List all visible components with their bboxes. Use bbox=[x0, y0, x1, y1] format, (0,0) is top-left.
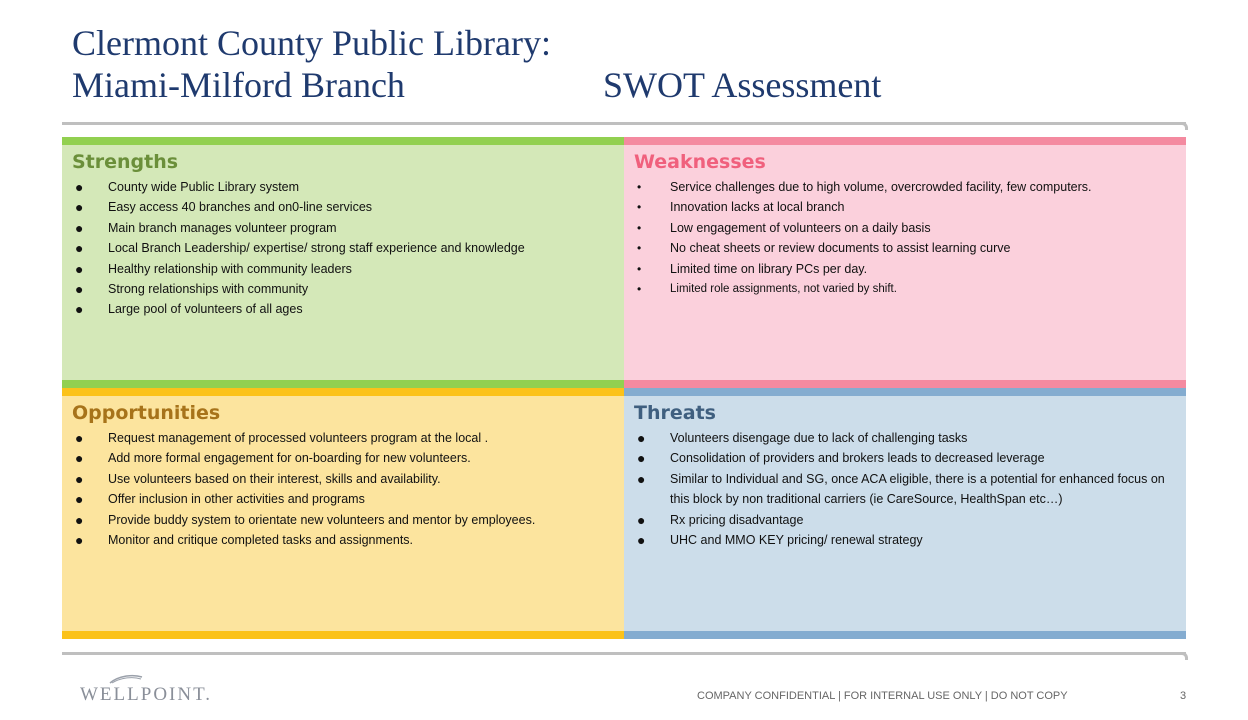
bullet-icon: ● bbox=[75, 470, 84, 487]
bullet-icon: • bbox=[637, 241, 642, 256]
opportunities-item-text: Add more formal engagement for on-boarding for new volunteers. bbox=[108, 451, 471, 466]
opportunities-item-text: Offer inclusion in other activities and programs bbox=[108, 492, 365, 507]
strengths-item bbox=[72, 299, 622, 319]
weaknesses-item bbox=[634, 197, 1184, 217]
weaknesses-item bbox=[634, 177, 1184, 197]
threats-item bbox=[634, 448, 1184, 468]
strengths-item bbox=[72, 177, 622, 197]
strengths-item bbox=[72, 259, 622, 279]
bullet-icon: • bbox=[637, 200, 642, 215]
threats-item-text: Similar to Individual and SG, once ACA eligible, there is a potential for enhanced focus on this block by non traditional carriers (ie CareSource, HealthSpan etc…) bbox=[670, 471, 1165, 507]
bullet-icon: • bbox=[637, 180, 642, 194]
threats-item bbox=[634, 510, 1184, 530]
threats-bar-bottom bbox=[624, 631, 1186, 639]
bullet-icon: ● bbox=[637, 430, 646, 446]
bullet-icon: • bbox=[637, 220, 642, 235]
bullet-icon: ● bbox=[637, 470, 646, 487]
opportunities-item-text: Request management of processed volunteers program at the local . bbox=[108, 431, 489, 445]
weaknesses-item-text: Limited role assignments, not varied by shift. bbox=[670, 283, 897, 296]
strengths-quadrant bbox=[62, 137, 624, 388]
bullet-icon: • bbox=[637, 282, 642, 297]
strengths-item-text: Large pool of volunteers of all ages bbox=[108, 302, 303, 317]
strengths-item-text: Local Branch Leadership/ expertise/ strong staff experience and knowledge bbox=[108, 241, 525, 256]
threats-item bbox=[634, 469, 1184, 510]
strengths-bar-bottom bbox=[62, 380, 624, 388]
confidential-footer: COMPANY CONFIDENTIAL | FOR INTERNAL USE ONLY | DO NOT COPY bbox=[697, 690, 1068, 702]
bullet-icon: ● bbox=[637, 450, 646, 467]
page-number: 3 bbox=[1180, 690, 1187, 702]
weaknesses-item-text: Limited time on library PCs per day. bbox=[670, 261, 868, 276]
bullet-icon: ● bbox=[637, 532, 646, 549]
opportunities-item bbox=[72, 489, 622, 509]
threats-quadrant bbox=[624, 388, 1186, 639]
bullet-icon: ● bbox=[75, 260, 84, 277]
strengths-item bbox=[72, 197, 622, 217]
opportunities-item bbox=[72, 428, 622, 448]
bullet-icon: ● bbox=[75, 430, 84, 446]
strengths-item-text: Healthy relationship with community leaders bbox=[108, 261, 352, 276]
wellpoint-logo bbox=[80, 684, 212, 706]
opportunities-list bbox=[72, 428, 622, 550]
opportunities-item bbox=[72, 448, 622, 468]
weaknesses-item-text: No cheat sheets or review documents to assist learning curve bbox=[670, 241, 1011, 256]
opportunities-item-text: Use volunteers based on their interest, skills and availability. bbox=[108, 471, 441, 486]
threats-bar bbox=[624, 388, 1186, 396]
bottom-divider bbox=[62, 652, 1186, 655]
bullet-icon: ● bbox=[75, 219, 84, 236]
bullet-icon: ● bbox=[75, 301, 84, 318]
opportunities-bar-bottom bbox=[62, 631, 624, 639]
bullet-icon: ● bbox=[75, 281, 84, 298]
logo-text: WELLPOINT. bbox=[80, 684, 213, 705]
opportunities-item bbox=[72, 469, 622, 489]
strengths-item-text: County wide Public Library system bbox=[108, 180, 300, 194]
bullet-icon: ● bbox=[75, 199, 84, 216]
threats-item-text: Volunteers disengage due to lack of challenging tasks bbox=[670, 431, 968, 445]
threats-item-text: Consolidation of providers and brokers leads to decreased leverage bbox=[670, 451, 1045, 466]
bullet-icon: ● bbox=[75, 450, 84, 467]
bullet-icon: ● bbox=[637, 511, 646, 528]
threats-list bbox=[634, 428, 1184, 550]
opportunities-item bbox=[72, 530, 622, 550]
top-divider bbox=[62, 122, 1186, 125]
strengths-item-text: Easy access 40 branches and on0-line services bbox=[108, 200, 373, 215]
strengths-item-text: Main branch manages volunteer program bbox=[108, 220, 337, 235]
weaknesses-item-text: Low engagement of volunteers on a daily basis bbox=[670, 220, 931, 235]
bullet-icon: • bbox=[637, 261, 642, 276]
weaknesses-item bbox=[634, 238, 1184, 258]
weaknesses-bar bbox=[624, 137, 1186, 145]
opportunities-item bbox=[72, 510, 622, 530]
title-line-2b: SWOT Assessment bbox=[603, 65, 882, 105]
weaknesses-item bbox=[634, 279, 1184, 299]
threats-heading: Threats bbox=[634, 402, 716, 424]
weaknesses-item-text: Service challenges due to high volume, overcrowded facility, few computers. bbox=[670, 180, 1092, 194]
bullet-icon: ● bbox=[75, 179, 84, 195]
threats-item-text: UHC and MMO KEY pricing/ renewal strategy bbox=[670, 533, 923, 548]
strengths-item bbox=[72, 279, 622, 299]
opportunities-heading: Opportunities bbox=[72, 402, 221, 424]
opportunities-bar bbox=[62, 388, 624, 396]
opportunities-item-text: Provide buddy system to orientate new volunteers and mentor by employees. bbox=[108, 512, 536, 527]
bullet-icon: ● bbox=[75, 491, 84, 508]
weaknesses-item-text: Innovation lacks at local branch bbox=[670, 200, 845, 215]
weaknesses-item bbox=[634, 259, 1184, 279]
title-line-2a: Miami-Milford Branch bbox=[72, 65, 405, 105]
opportunities-quadrant bbox=[62, 388, 624, 639]
strengths-item-text: Strong relationships with community bbox=[108, 282, 309, 297]
weaknesses-list bbox=[634, 177, 1184, 299]
weaknesses-item bbox=[634, 218, 1184, 238]
strengths-item bbox=[72, 238, 622, 258]
weaknesses-bar-bottom bbox=[624, 380, 1186, 388]
threats-item-text: Rx pricing disadvantage bbox=[670, 512, 804, 527]
title-line-1: Clermont County Public Library: bbox=[72, 23, 551, 63]
strengths-item bbox=[72, 218, 622, 238]
strengths-bar bbox=[62, 137, 624, 145]
threats-item bbox=[634, 530, 1184, 550]
weaknesses-quadrant bbox=[624, 137, 1186, 388]
strengths-list bbox=[72, 177, 622, 320]
bullet-icon: ● bbox=[75, 532, 84, 549]
bullet-icon: ● bbox=[75, 511, 84, 528]
threats-item bbox=[634, 428, 1184, 448]
opportunities-item-text: Monitor and critique completed tasks and assignments. bbox=[108, 533, 414, 548]
slide-title bbox=[72, 22, 882, 106]
weaknesses-heading: Weaknesses bbox=[634, 151, 766, 173]
bullet-icon: ● bbox=[75, 240, 84, 257]
strengths-heading: Strengths bbox=[72, 151, 179, 173]
logo-swoosh-icon bbox=[108, 674, 144, 684]
